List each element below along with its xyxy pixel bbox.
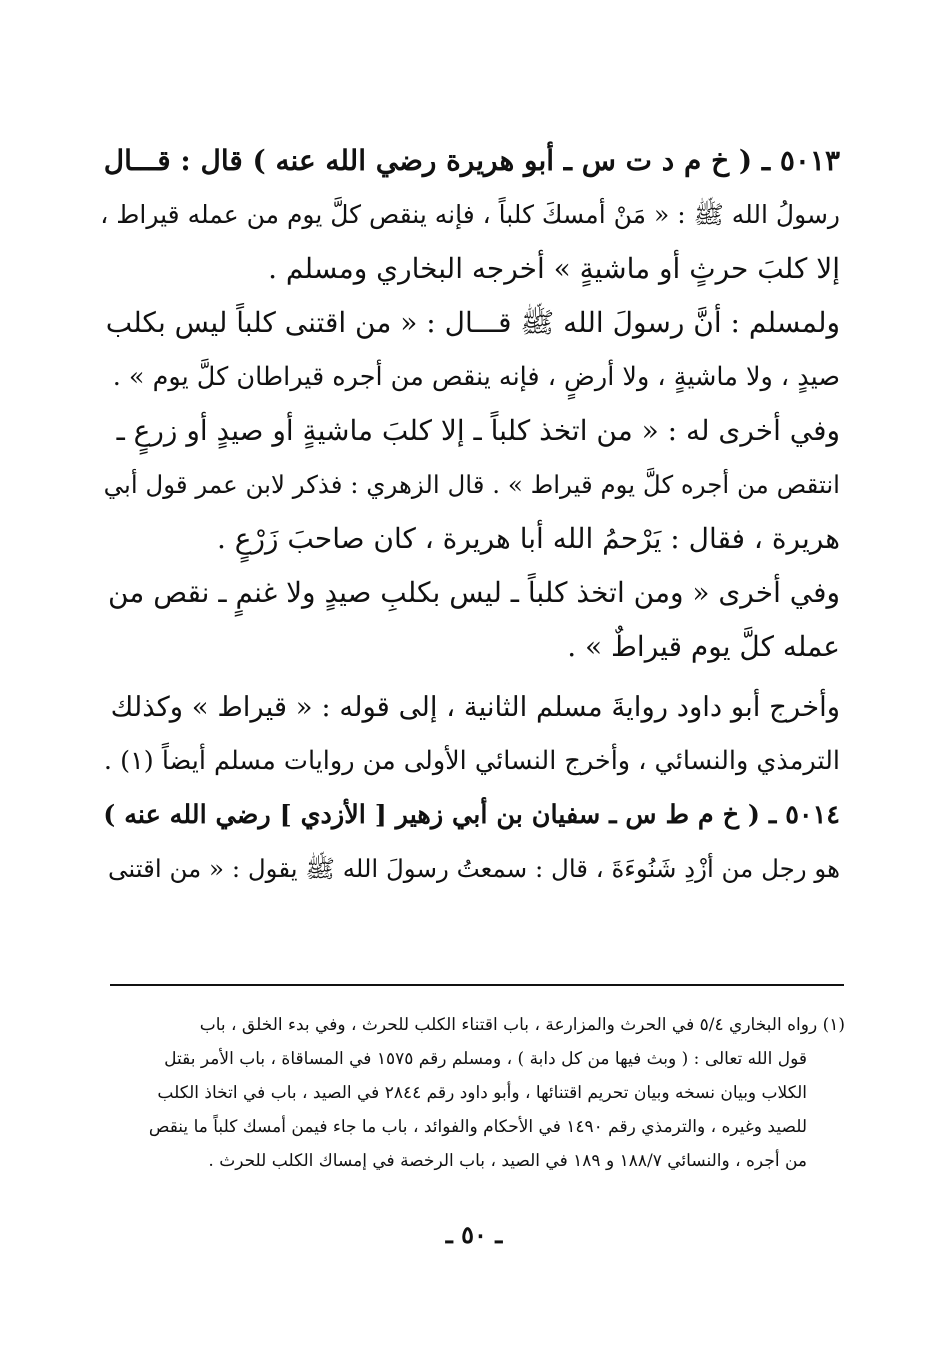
footnote-line: (١) رواه البخاري ٥/٤ في الحرث والمزارعة ، باب اقتناء الكلب للحرث ، وفي بدء الخلق ، باب: [199, 1015, 845, 1035]
text-line: رسولُ الله ﷺ : « مَنْ أمسكَ كلباً ، فإنه ينقص كلَّ يوم من عمله قيراط ،: [100, 200, 840, 229]
text-line: هو رجل من أزْدِ شَنُوءَةَ ، قال : سمعتُ رسولَ الله ﷺ يقول : « من اقتنى: [107, 854, 840, 883]
text-line: انتقص من أجره كلَّ يوم قيراط » . قال الزهري : فذكر لابن عمر قول أبي: [103, 470, 840, 499]
footnote-line: للصيد وغيره ، والترمذي رقم ١٤٩٠ في الأحكام والفوائد ، باب ما جاء فيمن أمسك كلباً ما ينقص: [148, 1117, 807, 1137]
text-line: ولمسلم : أنَّ رسولَ الله ﷺ قـــال : « من اقتنى كلباً ليس بكلب: [105, 306, 840, 339]
text-line: وفي أخرى له : « من اتخذ كلباً ـ إلا كلبَ ماشيةٍ أو صيدٍ أو زرعٍ ـ: [116, 414, 840, 447]
hadith-5013-heading: ٥٠١٣ ـ ( خ م د ت س ـ أبو هريرة رضي الله عنه ) قال : قـــال: [103, 144, 840, 177]
footnote-line: الكلاب وبيان نسخه وبيان تحريم اقتنائها ، وأبو داود رقم ٢٨٤٤ في الصيد ، باب في اتخاذ الكلب: [157, 1083, 807, 1103]
text-line: عمله كلَّ يوم قيراطٌ » .: [567, 630, 840, 663]
text-line: وفي أخرى « ومن اتخذ كلباً ـ ليس بكلبِ صيدٍ ولا غنمٍ ـ نقص من: [107, 576, 840, 609]
footnotes: [100, 1008, 845, 1178]
footnote-line: من أجره ، والنسائي ١٨٨/٧ و ١٨٩ في الصيد ، باب الرخصة في إمساك الكلب للحرث .: [208, 1151, 807, 1171]
text-line: إلا كلبَ حرثٍ أو ماشيةٍ » أخرجه البخاري ومسلم .: [268, 252, 840, 285]
text-line: هريرة ، فقال : يَرْحمُ الله أبا هريرة ، كان صاحبَ زَرْعٍ .: [216, 522, 840, 555]
main-text: [100, 134, 840, 896]
footnote-line: قول الله تعالى : ( وبث فيها من كل دابة ) ، ومسلم رقم ١٥٧٥ في المساقاة ، باب الأمر بقتل: [164, 1049, 807, 1069]
hadith-5014-heading: ٥٠١٤ ـ ( خ م ط س ـ سفيان بن أبي زهير [ الأزدي ] رضي الله عنه ): [103, 800, 840, 830]
text-line: وأخرج أبو داود روايةَ مسلم الثانية ، إلى قوله : « قيراط » وكذلك: [110, 691, 840, 723]
text-line: الترمذي والنسائي ، وأخرج النسائي الأولى من روايات مسلم أيضاً (١) .: [103, 746, 840, 776]
page-number: ـ ٥٠ ـ: [445, 1220, 503, 1249]
footnote-separator: [110, 984, 844, 986]
text-line: صيدٍ ، ولا ماشيةٍ ، ولا أرضٍ ، فإنه ينقص من أجره قيراطان كلَّ يوم » .: [112, 362, 840, 392]
